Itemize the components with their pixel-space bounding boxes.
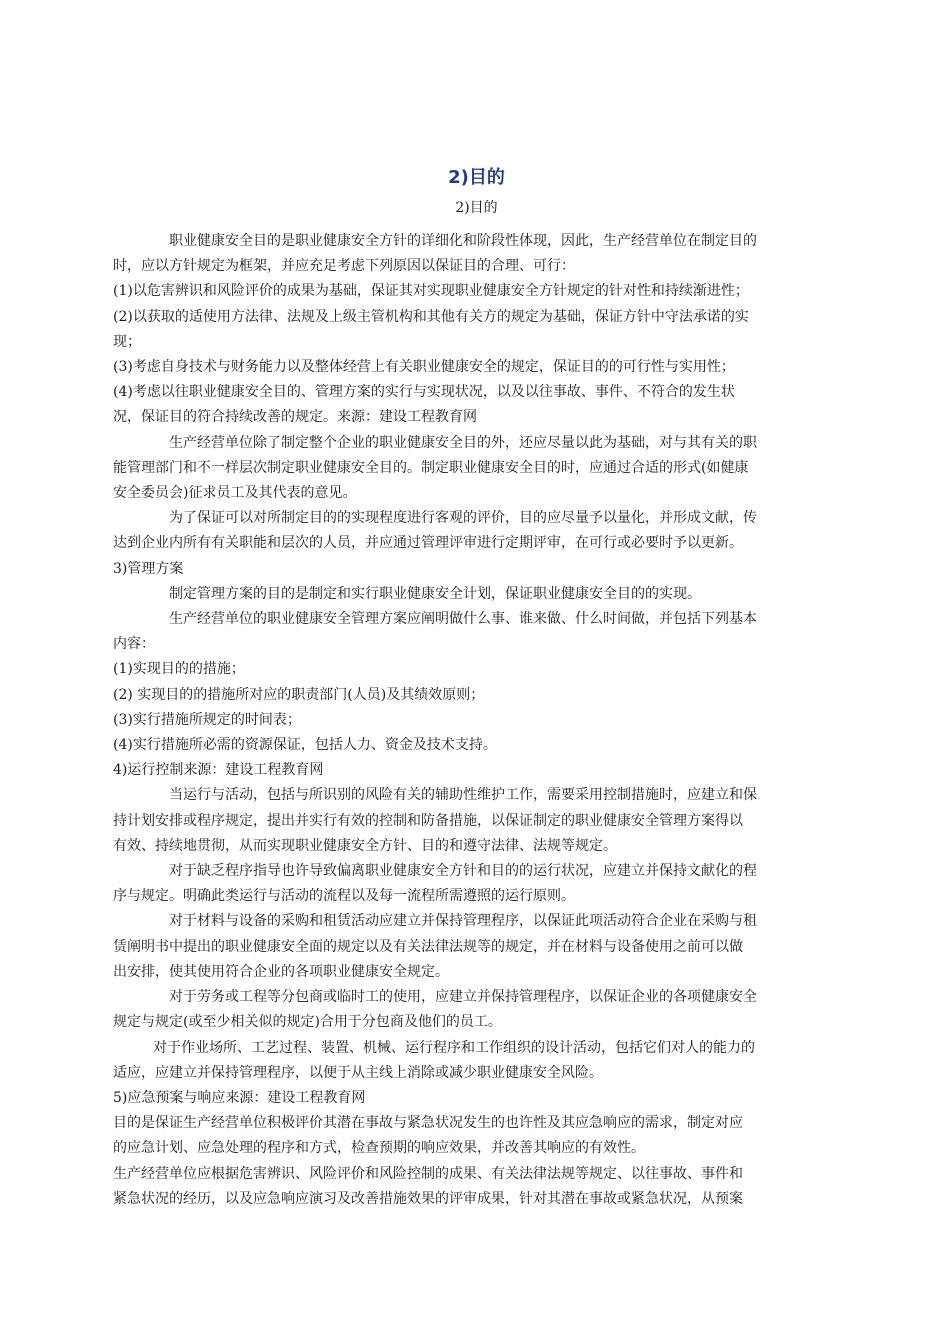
text-line: 生产经营单位除了制定整个企业的职业健康安全目的外，还应尽量以此为基础，对与其有关的职: [169, 434, 757, 451]
text-line: 安全委员会)征求员工及其代表的意见。: [113, 485, 357, 502]
text-line: (3)考虑自身技术与财务能力以及整体经营上有关职业健康安全的规定，保证目的的可行性与实用性；: [113, 359, 735, 376]
text-line: 当运行与活动，包括与所识别的风险有关的辅助性维护工作，需要采用控制措施时，应建立和保: [169, 787, 757, 804]
text-line: 出安排，使其使用符合企业的各项职业健康安全规定。: [113, 963, 449, 980]
text-line: 的应急计划、应急处理的程序和方式，检查预期的响应效果，并改善其响应的有效性。: [113, 1140, 645, 1157]
text-line: 时，应以方针规定为框架，并应充足考虑下列原因以保证目的合理、可行：: [113, 258, 575, 275]
text-line: 赁阐明书中提出的职业健康安全面的规定以及有关法律法规等的规定，并在材料与设备使用之前可以做: [113, 938, 743, 955]
text-line: 对于劳务或工程等分包商或临时工的使用，应建立并保持管理程序，以保证企业的各项健康安全: [169, 989, 757, 1006]
text-line: (1)以危害辨识和风险评价的成果为基础，保证其对实现职业健康安全方针规定的针对性和持续渐进性；: [113, 283, 749, 300]
text-line: 持计划安排或程序规定，提出并实行有效的控制和防备措施，以保证制定的职业健康安全管理方案得以: [113, 812, 743, 829]
text-line: 达到企业内所有有关职能和层次的人员，并应通过管理评审进行定期评审，在可行或必要时予以更新。: [113, 535, 743, 552]
text-line: 制定管理方案的目的是制定和实行职业健康安全计划，保证职业健康安全目的的实现。: [169, 585, 701, 602]
text-line: 规定与规定(或至少相关似的规定)合用于分包商及他们的员工。: [113, 1014, 502, 1031]
text-line: 对于作业场所、工艺过程、装置、机械、运行程序和工作组织的设计活动，包括它们对人的能力的: [153, 1039, 755, 1056]
text-line: 内容：: [113, 636, 155, 653]
text-line: (4)实行措施所必需的资源保证，包括人力、资金及技术支持。: [113, 737, 497, 754]
text-line: 对于缺乏程序指导也许导致偏离职业健康安全方针和目的的运行状况，应建立并保持文献化的程: [169, 863, 757, 880]
text-line: 能管理部门和不一样层次制定职业健康安全目的。制定职业健康安全目的时，应通过合适的形式(如健康: [113, 459, 749, 476]
text-line: 4)运行控制来源：建设工程教育网: [113, 762, 324, 779]
text-line: 5)应急预案与响应来源：建设工程教育网: [113, 1089, 366, 1106]
text-line: 况，保证目的符合持续改善的规定。来源：建设工程教育网: [113, 409, 477, 426]
text-line: 职业健康安全目的是职业健康安全方针的详细化和阶段性体现，因此，生产经营单位在制定目的: [169, 233, 757, 249]
text-line: 生产经营单位的职业健康安全管理方案应阐明做什么事、谁来做、什么时间做，并包括下列基本: [169, 611, 757, 628]
text-line: (4)考虑以往职业健康安全目的、管理方案的实行与实现状况，以及以往事故、事件、不符合的发生状: [113, 384, 735, 401]
text-line: 3)管理方案: [113, 560, 184, 577]
text-line: 有效、持续地贯彻，从而实现职业健康安全方针、目的和遵守法律、法规等规定。: [113, 837, 617, 854]
text-line: 对于材料与设备的采购和租赁活动应建立并保持管理程序，以保证此项活动符合企业在采购与租: [169, 913, 757, 930]
document-subheading: 2)目的: [455, 200, 498, 216]
document-body: [113, 229, 840, 1212]
text-line: 现；: [113, 333, 141, 350]
text-line: (2) 实现目的的措施所对应的职责部门(人员)及其绩效原则；: [113, 686, 485, 703]
text-line: 目的是保证生产经营单位积极评价其潜在事故与紧急状况发生的也许性及其应急响应的需求，制定对应: [113, 1115, 743, 1132]
text-line: (2)以获取的适使用方法律、法规及上级主管机构和其他有关方的规定为基础，保证方针中守法承诺的实: [113, 308, 749, 325]
text-line: 生产经营单位应根据危害辨识、风险评价和风险控制的成果、有关法律法规等规定、以往事故、事件和: [113, 1165, 743, 1182]
text-line: (1)实现目的的措施；: [113, 661, 245, 678]
text-line: (3)实行措施所规定的时间表；: [113, 711, 301, 728]
text-line: 适应，应建立并保持管理程序，以便于从主线上消除或减少职业健康安全风险。: [113, 1064, 603, 1081]
text-line: 序与规定。明确此类运行与活动的流程以及每一流程所需遵照的运行原则。: [113, 888, 575, 905]
text-line: 紧急状况的经历，以及应急响应演习及改善措施效果的评审成果，针对其潜在事故或紧急状况，从预案: [113, 1190, 743, 1207]
document-heading: 2)目的: [448, 167, 505, 188]
text-line: 为了保证可以对所制定目的的实现程度进行客观的评价，目的应尽量予以量化，并形成文献，传: [169, 510, 757, 527]
